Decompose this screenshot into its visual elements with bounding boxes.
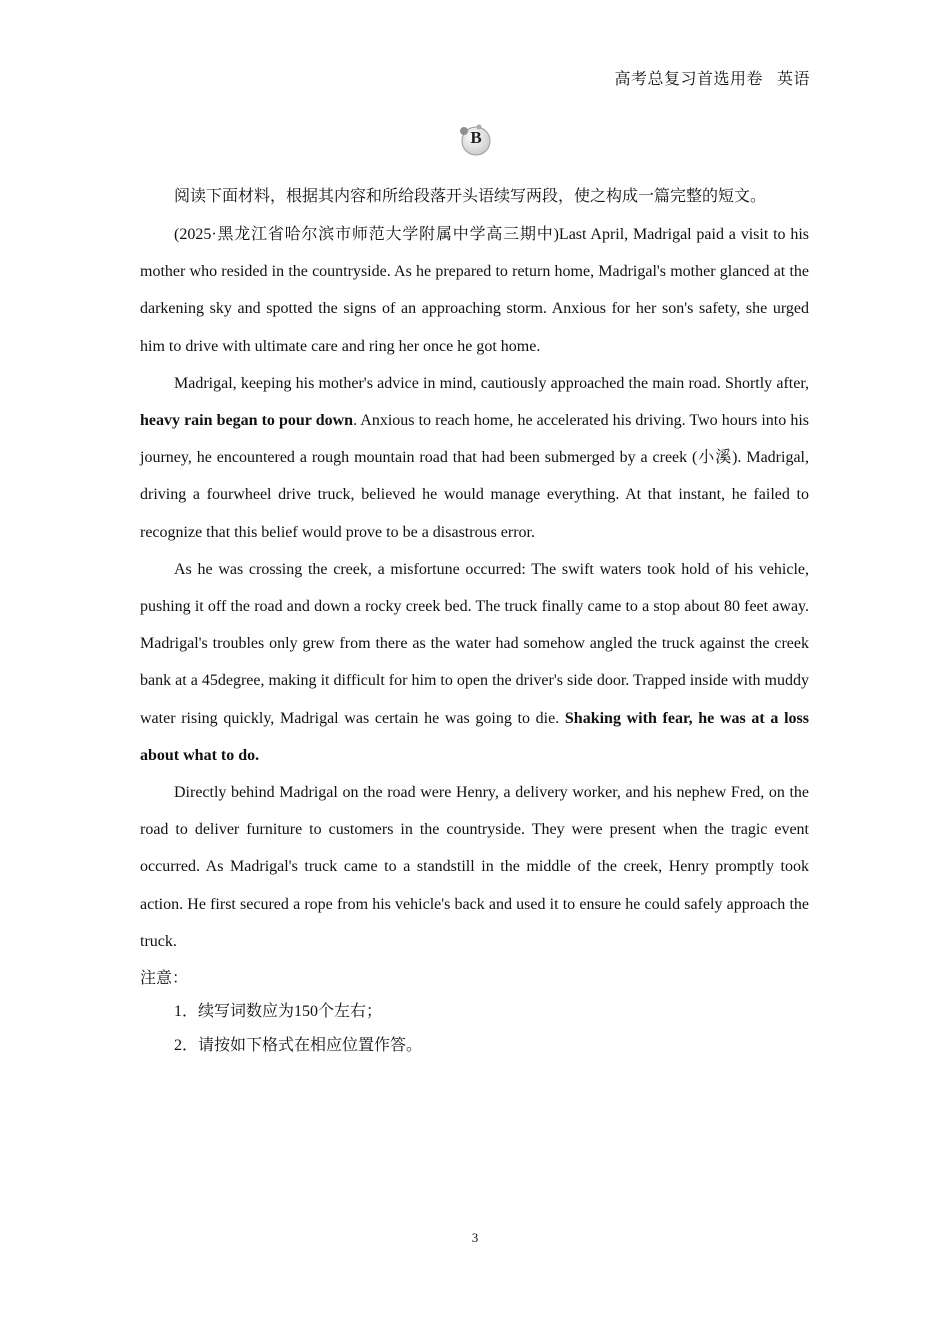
header-title: 高考总复习首选用卷 [614,71,763,88]
header-subject: 英语 [776,71,810,88]
p2-before: Madrigal, keeping his mother's advice in mind, cautiously approached the main road. Shortly after, [174,374,809,392]
passage-paragraph-4: Directly behind Madrigal on the road were Henry, a delivery worker, and his nephew Fred, on the road to deliver furniture to customers in the countryside. They were present when the tragic event occurred. As Madrigal's truck came to a standstill in the middle of the creek, Henry promptly took action. He first secured a rope from his vehicle's back and used it to ensure he could safely approach the truck. [140,784,809,950]
p3-bold-phrase: Shaking with fear, he was at a loss about what to do. [140,709,810,764]
p2-after: . Anxious to reach home, he accelerated his driving. Two hours into his journey, he encountered a rough mountain road that had been submerged by a creek (小溪). Madrigal, driving a fourwheel drive truck, believed he would manage everything. At that instant, he failed to recognize that this belief would prove to be a disastrous error. [140,412,809,541]
p2-bold-phrase: heavy rain began to pour down [140,412,354,430]
page-header [614,66,810,89]
notes-title: 注意： [140,970,189,988]
passage-paragraph-3 [140,551,809,774]
p3-before: As he was crossing the creek, a misfortune occurred: The swift waters took hold of his vehicle, pushing it off the road and down a rocky creek bed. The truck finally came to a stop about 80 feet away. Madrigal's troubles only grew from there as the water had somehow angled the truck against the creek bank at a 45degree, making it difficult for him to open the driver's side door. Trapped inside with muddy water rising quickly, Madrigal was certain he was going to die. [140,560,809,727]
badge-letter: B [470,128,482,147]
note-item-2: 2．请按如下格式在相应位置作答。 [174,1037,423,1055]
section-badge [459,122,493,158]
page-number: 3 [471,1230,479,1245]
instruction-text: 阅读下面材料，根据其内容和所给段落开头语续写两段，使之构成一篇完整的短文。 [174,188,767,205]
note-item-1: 1．续写词数应为150个左右； [174,1003,383,1021]
passage-paragraph-1: (2025·黑龙江省哈尔滨市师范大学附属中学高三期中)Last April, Madrigal paid a visit to his mother who resided in the countryside. As he prepared to return home, Madrigal's mother glanced at the darkening sky and spotted the signs of an approaching storm. Anxious for her son's safety, she urged him to drive with ultimate care and ring her once he got home. [140,226,809,355]
passage-paragraph-2 [140,365,809,551]
document-body [140,182,809,1062]
